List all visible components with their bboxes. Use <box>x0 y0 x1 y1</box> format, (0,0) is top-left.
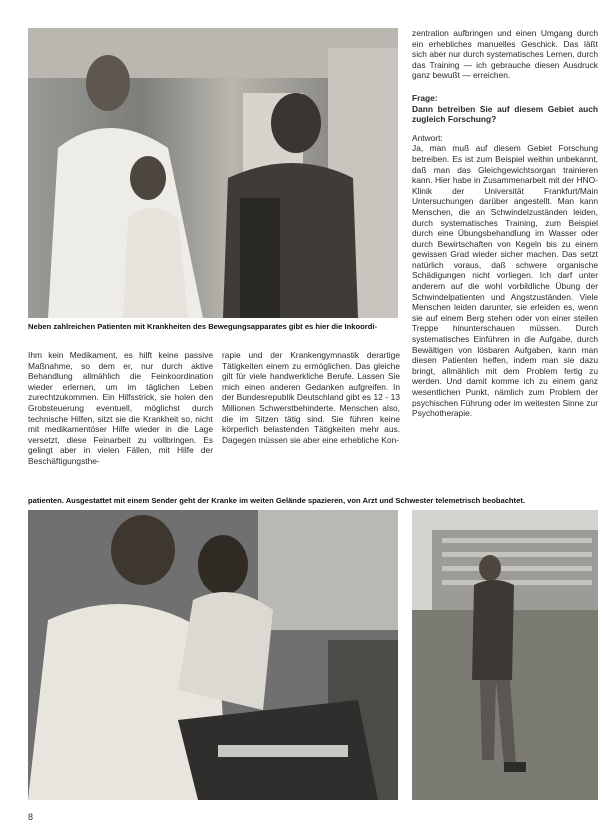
photo-occupational-therapy <box>28 510 398 800</box>
caption-top: Neben zahlreichen Patienten mit Krankheiten des Bewegungsapparates gibt es hier die Inkoordi- <box>28 322 377 331</box>
photo-patient-walking-outdoors <box>412 510 598 800</box>
answer-label: Antwort: <box>412 132 443 143</box>
question-text: Dann betreiben Sie auf diesem Gebiet auch zugleich Forschung? <box>412 103 598 125</box>
page-number: 8 <box>28 812 34 822</box>
left-text-column: Ihm kein Medikament, es hilft keine passive Maßnahme, so dem er, nur durch aktive Behandlung allmählich die Feinkoordination wieder erlernen, um im täglichen Leben zurechtzukommen. Ein Hilfsstrick, sie holen den Grobsteuerung eventuell, möglichst durch technische Hilfen, sitzt sie die Krankheit so, nicht mit medikamentöser Hilfe wieder in die Lage versetzt, diese Feinarbeit zu vollbringen. Es gelingt aber in vielen Fällen, mit Hilfe der Beschäftigungsthe- <box>28 350 213 466</box>
caption-bottom: patienten. Ausgestattet mit einem Sender geht der Kranke im weiten Gelände spazieren, von Arzt und Schwester telemetrisch beobachtet. <box>28 496 525 505</box>
right-intro: zentration aufbringen und einen Umgang durch ein erhebliches manuelles Geschick. Das läßt sich aber nur durch systematisches Lernen, durch das Training — ich gebrauche diesen Ausdruck ganz bewußt — erreichen. <box>412 28 598 81</box>
right-text-column <box>412 28 598 419</box>
middle-text-column: rapie und der Krankengymnastik derartige Tätigkeiten einem zu ermöglichen. Das gleiche gilt für viele handwerkliche Berufe. Lassen Sie mich einen anderen Gedanken aufgreifen. In der Bundesrepublik Deutschland gibt es 12 - 13 Millionen Schwerstbehinderte. Menschen also, die im Sitzen tätig sind. Sie führen keine körperlich belastenden Tätigkeiten mehr aus. Dagegen müssen sie aber eine erhebliche Kon- <box>222 350 400 445</box>
answer-text: Ja, man muß auf diesem Gebiet Forschung betreiben. Es ist zum Beispiel weithin unbekannt, daß man das Gleichgewichtsorgan trainieren kann. Hier habe in Zusammenarbeit mit der HNO-Klinik der Universität Frankfurt/Main Untersuchungen darüber angestellt. Man kann Menschen, die an Schwindelzuständen leiden, durch systematisches Training, zum Beispiel durch eine Übungsbehandlung im Wasser oder durch Bewirtschaften von Kegeln bis zu einem gewissen Grad wieder sicher machen. Das setzt natürlich voraus, daß schwere organische Schädigungen nicht vorliegen. Ich darf unter anderem auf die wohl vorbildliche Übung der Schwindelpatienten und Angstzuständen. Viele Menschen leiden darunter, sie erleiden es, wenn sie auf einem Berg stehen oder von einer steilen Treppe hinunterschauen müssen. Durch systematisches Einführen in die Aufgabe, durch Bewältigen von lösbaren Aufgaben, kann man diesen Patienten helfen, indem man sie dazu bringt, allmählich mit dem Problem fertig zu werden. Und damit komme ich zu einem ganz wesentlichen Punkt, nämlich zum Problem der psychischen Führung oder im weitesten Sinne zur Psychotherapie. <box>412 143 598 419</box>
question-label: Frage: <box>412 92 438 103</box>
photo-doctors-with-patient <box>28 28 398 318</box>
